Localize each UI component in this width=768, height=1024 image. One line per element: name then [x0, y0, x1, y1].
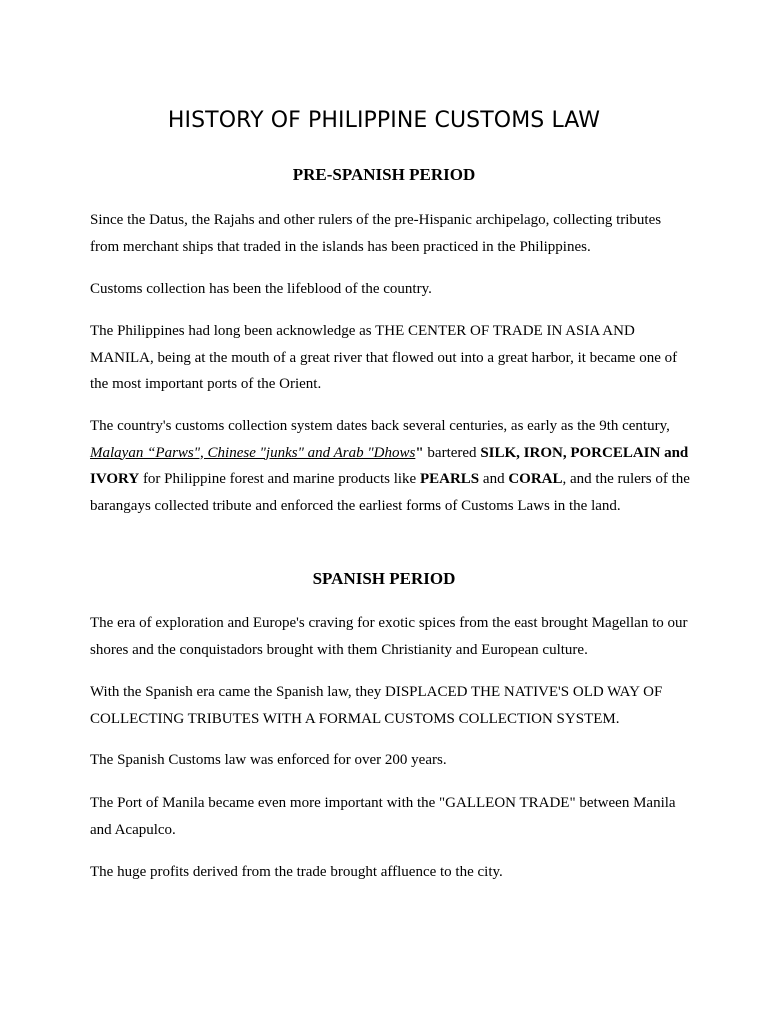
text-segment: bartered [423, 444, 481, 461]
text-segment: , and the rulers of the barangays collected tribute and enforced the earliest forms of Customs Laws in the land. [90, 471, 690, 514]
paragraph-galleon-trade: The Port of Manila became even more important with the "GALLEON TRADE" between Manila and Acapulco. [90, 795, 676, 838]
paragraph-200-years: The Spanish Customs law was enforced for over 200 years. [90, 752, 447, 768]
text-segment: The country's customs collection system dates back several centuries, as early as the 9th century, [90, 418, 670, 434]
text-segment: and [479, 471, 509, 488]
section-heading-spanish: SPANISH PERIOD [312, 569, 456, 588]
goods-text: SILK, IRON, PORCELAIN and IVORY [90, 444, 689, 488]
paragraph-lifeblood: Customs collection has been the lifeblood of the country. [90, 281, 432, 297]
section-heading-pre-spanish: PRE-SPANISH PERIOD [292, 165, 476, 184]
pearls-text: PEARLS [419, 471, 480, 488]
paragraph-center-of-trade: The Philippines had long been acknowledge as THE CENTER OF TRADE IN ASIA AND MANILA, being at the mouth of a great river that flowed out into a great harbor, it became one of the most important ports of the Orient. [90, 323, 678, 393]
closing-quote: " [415, 444, 424, 461]
document-title: HISTORY OF PHILIPPINE CUSTOMS LAW [167, 108, 601, 133]
paragraph-spanish-law: With the Spanish era came the Spanish law, they DISPLACED THE NATIVE'S OLD WAY OF COLLECTING TRIBUTES WITH A FORMAL CUSTOMS COLLECTION SYSTEM. [90, 684, 663, 727]
paragraph-affluence: The huge profits derived from the trade brought affluence to the city. [90, 864, 503, 880]
paragraph-ninth-century [90, 413, 690, 519]
coral-text: CORAL [508, 471, 563, 488]
paragraph-datus-tributes: Since the Datus, the Rajahs and other rulers of the pre-Hispanic archipelago, collecting tributes from merchant ships that traded in the islands has been practiced in the Philippines. [90, 212, 662, 255]
paragraph-exploration: The era of exploration and Europe's craving for exotic spices from the east brought Magellan to our shores and the conquistadors brought with them Christianity and European culture. [90, 615, 688, 658]
vessels-text: Malayan “Parws", Chinese "junks" and Arab "Dhows [90, 444, 416, 461]
text-segment: for Philippine forest and marine products like [139, 471, 420, 488]
